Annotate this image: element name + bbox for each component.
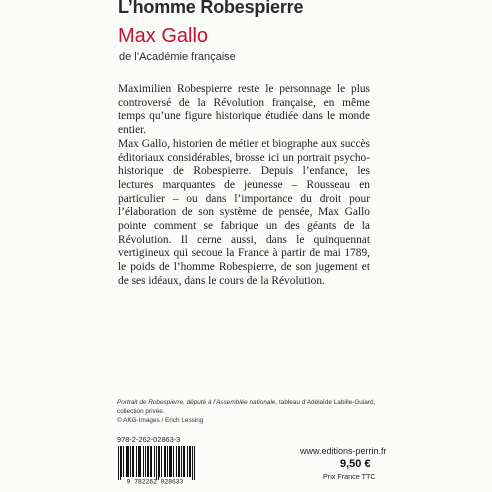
price-value: 9,50 € [340, 458, 371, 470]
barcode-bar [118, 446, 119, 480]
barcode-bar [159, 446, 160, 477]
book-blurb [118, 83, 370, 289]
barcode-bar [183, 446, 184, 477]
barcode-bar [171, 446, 172, 477]
blurb-paragraph: Max Gallo, historien de métier et biographe aux succès éditoriaux considérables, brosse ici un portrait psycho-historique de Robespierre. Depuis l’enfance, les lectures marquantes de jeunesse – Rousseau en particulier – ou dans l’importance du droit pour l’élaboration de son système de pensée, Max Gallo pointe comment se fabrique un des géants de la Révolution. Il cerne aussi, dans le quinquennat vertigineux qui secoue la France à partir de mai 1789, le poids de l’homme Robespierre, de son jugement et de ses idéaux, dans le cours de la Révolution. [118, 137, 370, 287]
barcode-bar [161, 446, 162, 477]
barcode-bar [184, 446, 185, 477]
author-name: Max Gallo [118, 25, 209, 47]
barcode-bar [170, 446, 171, 477]
barcode-bar [147, 446, 148, 477]
author-affiliation: de l’Académie française [119, 51, 236, 63]
barcode-bar [132, 446, 133, 477]
barcode-bar [150, 446, 151, 477]
barcode-bar [167, 446, 168, 477]
barcode-bar [179, 446, 180, 477]
barcode-bar [176, 446, 177, 477]
barcode-bar [181, 446, 182, 477]
caption-title: Portrait de Robespierre, député à l’Assemblée nationale, [117, 399, 278, 406]
barcode-bar [143, 446, 144, 477]
barcode-bar [164, 446, 165, 477]
barcode-bar [190, 446, 191, 477]
publisher-website[interactable]: www.editions-perrin.fr [300, 446, 387, 456]
barcode-bar [158, 446, 159, 480]
caption-credit: © AKG-Images / Erich Lessing [117, 417, 204, 424]
barcode-bar [120, 446, 121, 480]
barcode-graphic [114, 445, 196, 485]
barcode [114, 445, 196, 485]
barcode-bar [154, 446, 155, 477]
barcode-bar [165, 446, 166, 477]
barcode-bar [136, 446, 137, 477]
barcode-bar [178, 446, 179, 477]
barcode-bar [126, 446, 127, 477]
barcode-bar [187, 446, 188, 477]
barcode-bar [192, 446, 193, 480]
barcode-bar [194, 446, 195, 480]
barcode-bars [118, 446, 195, 480]
barcode-bar [123, 446, 124, 477]
caption-detail: tableau d’Adélaïde Labille-Guiard, [277, 399, 376, 406]
barcode-bar [173, 446, 174, 477]
barcode-bar [127, 446, 128, 477]
caption-collection: collection privée. [117, 408, 165, 415]
barcode-bar [169, 446, 170, 477]
barcode-bar [128, 446, 129, 477]
barcode-bar [148, 446, 149, 477]
barcode-bar [145, 446, 146, 477]
barcode-bar [133, 446, 134, 477]
isbn: 978-2-262-02863-3 [117, 435, 181, 444]
barcode-bar [156, 446, 157, 480]
caption-line [117, 398, 377, 407]
book-title: L’homme Robespierre [118, 0, 304, 17]
barcode-bar [140, 446, 141, 477]
cover-caption [117, 398, 377, 425]
barcode-digits: 9 782262 028633 [126, 478, 184, 485]
blurb-paragraph: Maximilien Robespierre reste le personnage le plus controversé de la Révolution française, en même temps qu’une figure historique étudiée dans le monde entier. [118, 83, 370, 137]
barcode-bar [189, 446, 190, 477]
barcode-bar [139, 446, 140, 477]
barcode-bar [138, 446, 139, 477]
price-label: Prix France TTC [323, 472, 376, 481]
barcode-bar [130, 446, 131, 477]
barcode-bar [121, 446, 122, 477]
barcode-bar [151, 446, 152, 477]
